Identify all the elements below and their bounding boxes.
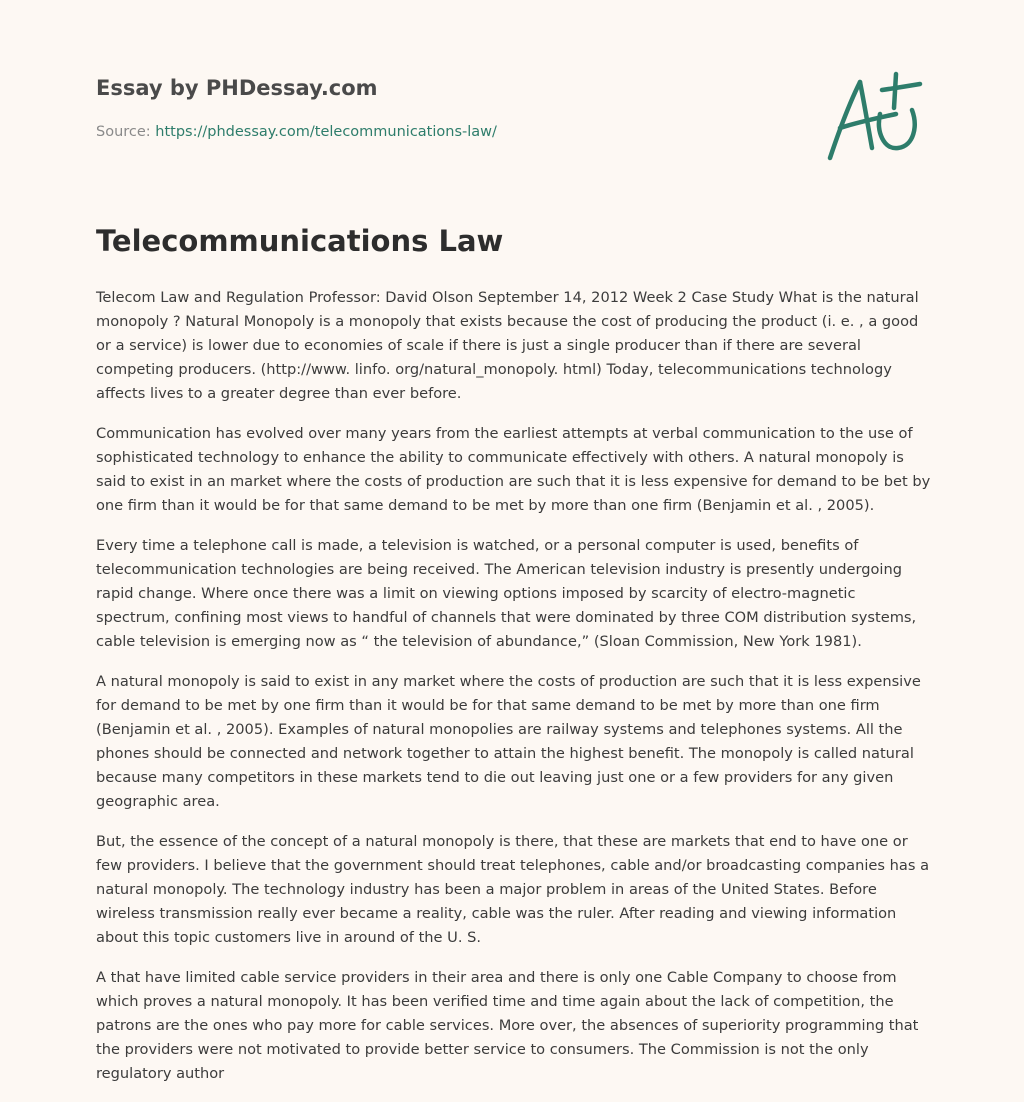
- source-label: Source:: [96, 124, 151, 140]
- source-link[interactable]: https://phdessay.com/telecommunications-law/: [155, 124, 497, 140]
- essay-paragraph: Communication has evolved over many years from the earliest attempts at verbal communication to the use of sophisticated technology to enhance the ability to communicate effectively with others. A natural monopoly is said to exist in an market where the costs of production are such that it is less expensive for demand to be bet by one firm than it would be for that same demand to be met by more than one firm (Benjamin et al. , 2005).: [96, 425, 931, 514]
- essay-paragraph: A that have limited cable service providers in their area and there is only one Cable Company to choose from which proves a natural monopoly. It has been verified time and time again about the lack of competition, the patrons are the ones who pay more for cable services. More over, the absences of superiority programming that the providers were not motivated to provide better service to consumers. The Commission is not the only regulatory author: [96, 969, 919, 1082]
- essay-body: [96, 286, 932, 1102]
- a-plus-logo-icon: [824, 68, 924, 164]
- essay-paragraph: Every time a telephone call is made, a television is watched, or a personal computer is used, benefits of telecommunication technologies are being received. The American television industry is presently undergoing rapid change. Where once there was a limit on viewing options imposed by scarcity of electro-magnetic spectrum, confining most views to handful of channels that were dominated by three COM distribution systems, cable television is emerging now as “ the television of abundance,” (Sloan Commission, New York 1981).: [96, 537, 917, 650]
- brand-title: Essay by PHDessay.com: [96, 76, 378, 100]
- essay-paragraph: Telecom Law and Regulation Professor: David Olson September 14, 2012 Week 2 Case Study What is the natural monopoly ? Natural Monopoly is a monopoly that exists because the cost of producing the product (i. e. , a good or a service) is lower due to economies of scale if there is just a single producer than if there are several competing producers. (http://www. linfo. org/natural_monopoly. html) Today, telecommunications technology affects lives to a greater degree than ever before.: [96, 289, 919, 402]
- essay-paragraph: But, the essence of the concept of a natural monopoly is there, that these are markets that end to have one or few providers. I believe that the government should treat telephones, cable and/or broadcasting companies has a natural monopoly. The technology industry has been a major problem in areas of the United States. Before wireless transmission really ever became a reality, cable was the ruler. After reading and viewing information about this topic customers live in around of the U. S.: [96, 833, 930, 946]
- essay-paragraph: A natural monopoly is said to exist in any market where the costs of production are such that it is less expensive for demand to be met by one firm than it would be for that same demand to be met by more than one firm (Benjamin et al. , 2005). Examples of natural monopolies are railway systems and telephones systems. All the phones should be connected and network together to attain the highest benefit. The monopoly is called natural because many competitors in these markets tend to die out leaving just one or a few providers for any given geographic area.: [96, 673, 921, 810]
- essay-title: Telecommunications Law: [96, 224, 504, 258]
- source-line: [96, 124, 497, 140]
